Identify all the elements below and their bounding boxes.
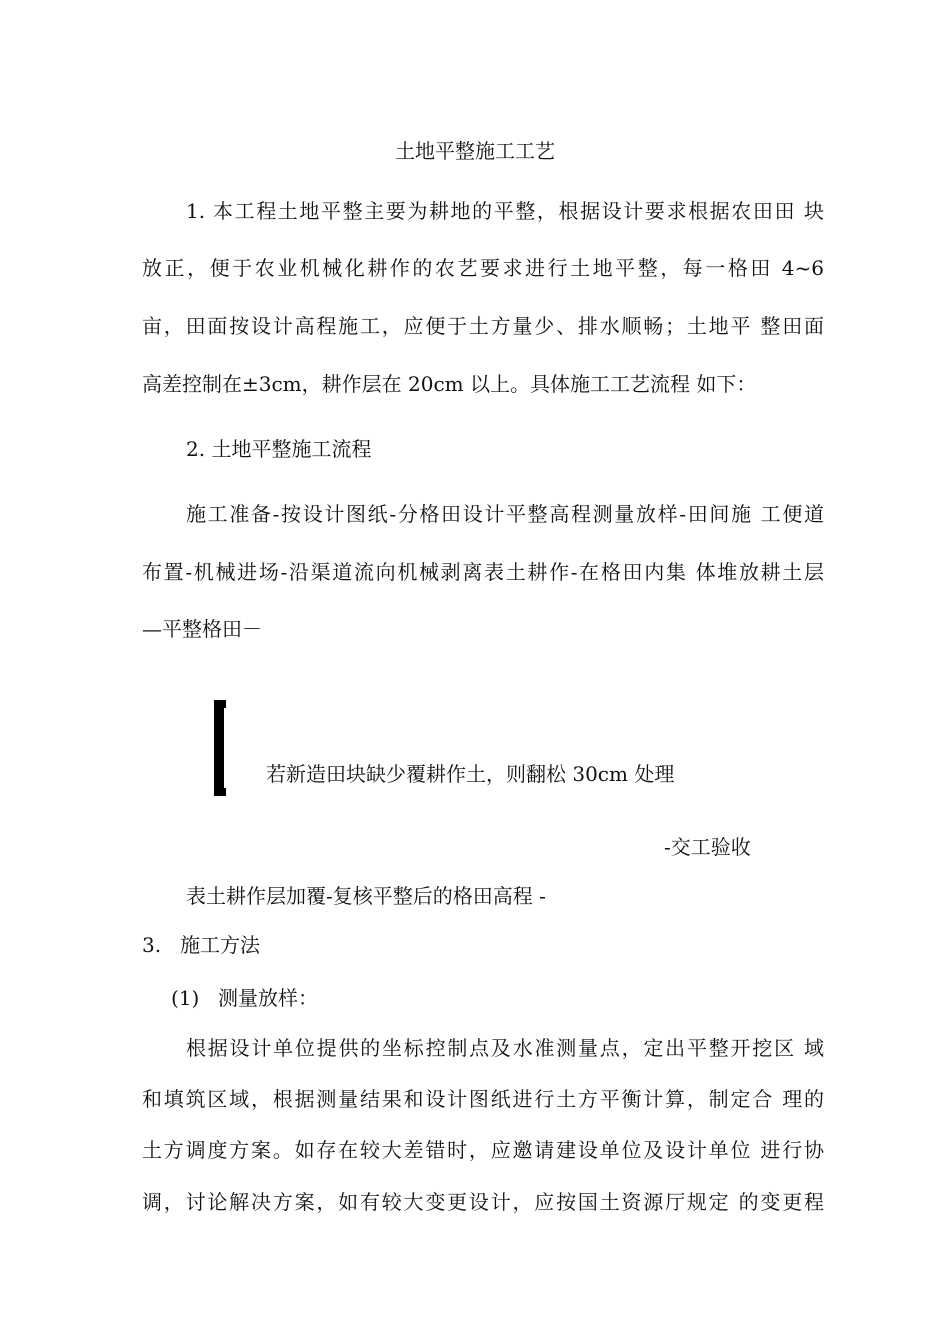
section2-heading: 2. 土地平整施工流程 (186, 437, 372, 461)
left-bracket-mark (214, 700, 226, 796)
survey-line-4: 调，讨论解决方案，如有较大变更设计，应按国土资源厅规定 的变更程 (142, 1190, 824, 1214)
section3-number: 3. (142, 933, 162, 957)
flow-line-2: 布置-机械进场-沿渠道流向机械剥离表土耕作-在格田内集 体堆放耕土层 (142, 560, 824, 584)
bracket-note: 若新造田块缺少覆耕作土，则翻松 30cm 处理 (266, 762, 675, 786)
flow-line-1: 施工准备-按设计图纸-分格田设计平整高程测量放样-田间施 工便道 (186, 502, 824, 526)
survey-line-2: 和填筑区域，根据测量结果和设计图纸进行土方平衡计算，制定合 理的 (142, 1087, 824, 1111)
subsection1-heading: 测量放样： (218, 986, 318, 1010)
subsection1-number: (1) (171, 986, 200, 1010)
section1-line-4: 高差控制在±3cm，耕作层在 20cm 以上。具体施工工艺流程 如下： (142, 372, 757, 396)
flow-line-3: —平整格田－ (142, 617, 262, 641)
flow-line-last: 表土耕作层加覆-复核平整后的格田高程 - (186, 884, 546, 908)
section1-line-1: 1. 本工程土地平整主要为耕地的平整，根据设计要求根据农田田 块 (186, 199, 824, 223)
survey-line-1: 根据设计单位提供的坐标控制点及水准测量点，定出平整开挖区 域 (186, 1036, 824, 1060)
section3-heading: 施工方法 (180, 933, 260, 957)
flow-handover-step: -交工验收 (664, 835, 751, 859)
page-title: 土地平整施工工艺 (395, 139, 555, 163)
survey-line-3: 土方调度方案。如存在较大差错时，应邀请建设单位及设计单位 进行协 (142, 1138, 824, 1162)
section1-line-3: 亩，田面按设计高程施工，应便于土方量少、排水顺畅；土地平 整田面 (142, 314, 824, 338)
section1-line-2: 放正，便于农业机械化耕作的农艺要求进行土地平整，每一格田 4~6 (142, 256, 824, 280)
